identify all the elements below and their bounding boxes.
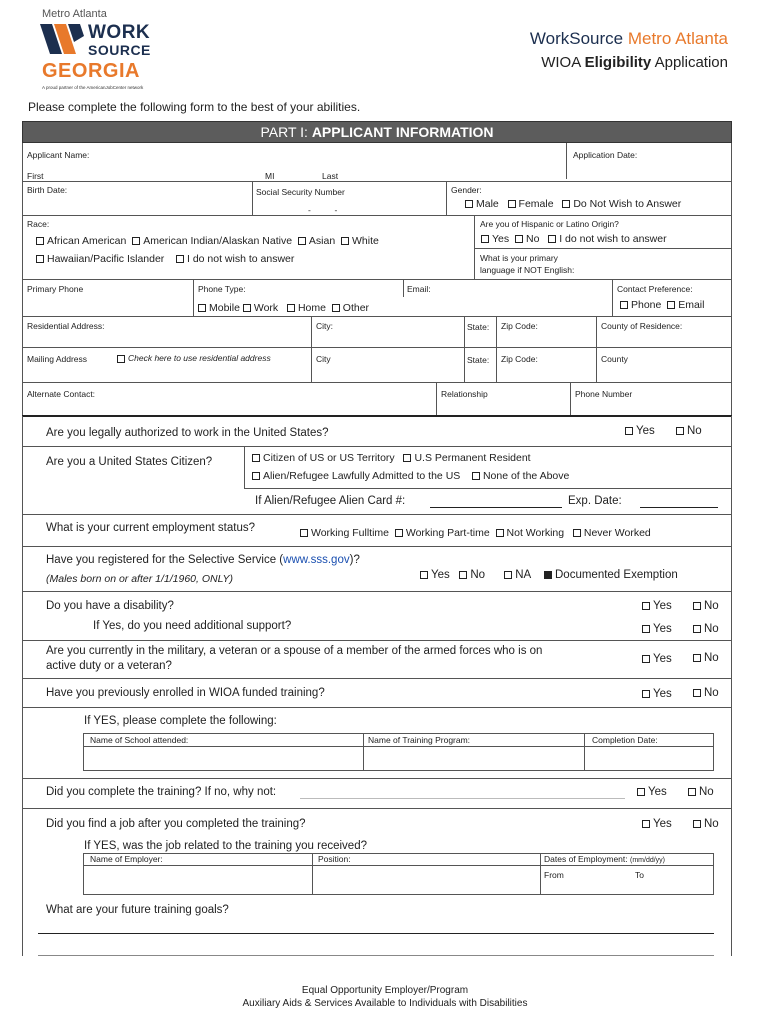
subtitle-post: Application: [651, 54, 728, 71]
work-authorization-no[interactable]: No: [676, 425, 702, 437]
sss-link[interactable]: www.sss.gov: [283, 554, 350, 566]
relationship-label: Relationship: [441, 389, 488, 399]
phone-other[interactable]: Other: [332, 302, 369, 314]
phone-number-label: Phone Number: [575, 389, 633, 399]
email-label: Email:: [407, 284, 431, 294]
position-header: Position:: [318, 854, 351, 864]
citizen-options-row1: [252, 452, 531, 464]
last-name-label: Last: [322, 171, 339, 181]
selective-service-note: (Males born on or after 1/1/1960, ONLY): [46, 573, 233, 585]
citizen-none[interactable]: None of the Above: [472, 470, 569, 482]
footer-line2: Auxiliary Aids & Services Available to Individuals with Disabilities: [242, 998, 528, 1009]
complete-training-question: Did you complete the training? If no, why not:: [46, 786, 277, 798]
logo-metro-atlanta: Metro Atlanta: [42, 8, 107, 20]
military-question-line2: active duty or a veteran?: [46, 660, 172, 672]
logo-work: WORK: [88, 22, 151, 43]
logo-georgia: GEORGIA: [42, 60, 140, 82]
contact-email[interactable]: Email: [667, 299, 704, 311]
military-question-line1: Are you currently in the military, a veteran or a spouse of a member of the armed forces who is on: [46, 645, 543, 657]
employment-never-worked[interactable]: Never Worked: [573, 527, 651, 539]
zip-label: Zip Code:: [501, 321, 538, 331]
work-authorization-question: Are you legally authorized to work in the United States?: [46, 427, 329, 439]
banner-pre: PART I:: [260, 124, 312, 140]
school-name-cell[interactable]: [84, 747, 363, 770]
selective-yes[interactable]: Yes: [420, 569, 450, 581]
document-subtitle: [541, 54, 728, 71]
selective-na[interactable]: NA: [504, 569, 531, 581]
county-residence-label: County of Residence:: [601, 321, 683, 331]
mi-label: MI: [265, 171, 275, 181]
applicant-name-label: Applicant Name:: [27, 150, 90, 160]
citizen-permanent-resident[interactable]: U.S Permanent Resident: [403, 452, 530, 464]
race-decline[interactable]: I do not wish to answer: [176, 253, 294, 265]
state-label: State:: [467, 322, 490, 332]
intro-text: Please complete the following form to the best of your abilities.: [28, 100, 361, 114]
race-african-american[interactable]: African American: [36, 235, 126, 247]
selective-no[interactable]: No: [459, 569, 485, 581]
employment-question: What is your current employment status?: [46, 522, 255, 534]
selective-documented-exemption[interactable]: Documented Exemption: [544, 569, 678, 581]
job-related-question: If YES, was the job related to the training you received?: [84, 840, 367, 852]
employer-name-cell[interactable]: [84, 866, 312, 894]
employment-not-working[interactable]: Not Working: [496, 527, 565, 539]
employment-options: [300, 527, 651, 539]
exp-date-field[interactable]: [640, 507, 718, 508]
application-date-label: Application Date:: [573, 150, 638, 160]
logo-tagline: A proud partner of the AmericanJobCenter network: [42, 85, 144, 90]
gender-decline-option[interactable]: Do Not Wish to Answer: [562, 198, 681, 210]
phone-mobile[interactable]: Mobile: [198, 302, 240, 314]
part1-banner: [22, 121, 732, 143]
hispanic-decline[interactable]: I do not wish to answer: [548, 233, 666, 245]
race-options-row1: [36, 235, 379, 247]
hispanic-question: Are you of Hispanic or Latino Origin?: [480, 219, 619, 229]
wioa-training-question: Have you previously enrolled in WIOA funded training?: [46, 687, 325, 699]
use-residential-checkbox[interactable]: Check here to use residential address: [117, 353, 271, 363]
race-asian[interactable]: Asian: [298, 235, 335, 247]
from-label: From: [544, 870, 564, 880]
first-name-label: First: [27, 171, 44, 181]
document-title: [530, 29, 728, 49]
support-no[interactable]: No: [693, 623, 719, 635]
employment-table: [83, 853, 714, 895]
future-goals-line2[interactable]: [38, 955, 714, 956]
completion-date-header: Completion Date:: [592, 735, 658, 745]
support-question: If Yes, do you need additional support?: [93, 620, 292, 632]
hispanic-yes[interactable]: Yes: [481, 233, 509, 245]
support-yes[interactable]: Yes: [642, 623, 672, 635]
if-yes-complete-label: If YES, please complete the following:: [84, 715, 277, 727]
disability-yes[interactable]: Yes: [642, 600, 672, 612]
mailing-state-label: State:: [467, 355, 490, 365]
primary-phone-label: Primary Phone: [27, 284, 84, 294]
completion-date-cell[interactable]: [585, 747, 713, 770]
alien-card-field[interactable]: [430, 507, 562, 508]
race-hawaiian[interactable]: Hawaiian/Pacific Islander: [36, 253, 164, 265]
gender-options: [465, 198, 681, 210]
citizen-alien-refugee[interactable]: Alien/Refugee Lawfully Admitted to the US: [252, 470, 460, 482]
work-authorization-yes[interactable]: Yes: [625, 425, 655, 437]
selective-pre: Have you registered for the Selective Service (: [46, 554, 284, 566]
dates-format-hint: (mm/dd/yy): [630, 857, 665, 864]
wioa-yes[interactable]: Yes: [642, 688, 672, 700]
race-white[interactable]: White: [341, 235, 379, 247]
birth-date-label: Birth Date:: [27, 185, 68, 195]
ssn-label: Social Security Number: [256, 187, 345, 197]
complete-yes[interactable]: Yes: [637, 786, 667, 798]
complete-no[interactable]: No: [688, 786, 714, 798]
dates-employment-header: [544, 854, 665, 864]
future-goals-question: What are your future training goals?: [46, 904, 229, 916]
mailing-zip-label: Zip Code:: [501, 354, 538, 364]
city-label: City:: [316, 321, 333, 331]
found-job-no[interactable]: No: [693, 818, 719, 830]
phone-work[interactable]: Work: [243, 302, 278, 314]
employment-fulltime[interactable]: Working Fulltime: [300, 527, 389, 539]
found-job-question: Did you find a job after you completed the training?: [46, 818, 306, 830]
race-american-indian[interactable]: American Indian/Alaskan Native: [132, 235, 292, 247]
banner-bold: APPLICANT INFORMATION: [311, 124, 494, 140]
subtitle-bold: Eligibility: [584, 54, 652, 71]
phone-type-options: [198, 302, 369, 314]
language-question-line2: language if NOT English:: [480, 265, 575, 275]
race-options-row2: [36, 253, 294, 265]
position-cell[interactable]: [313, 866, 540, 894]
selective-post: )?: [349, 554, 360, 566]
military-no[interactable]: No: [693, 652, 719, 664]
wioa-no[interactable]: No: [693, 687, 719, 699]
mailing-address-label: Mailing Address: [27, 354, 88, 364]
military-yes[interactable]: Yes: [642, 653, 672, 665]
future-goals-line1[interactable]: [38, 933, 714, 934]
gender-female-option[interactable]: Female: [508, 198, 554, 210]
logo-mark-icon: [40, 24, 84, 54]
mailing-city-label: City: [316, 354, 331, 364]
exp-date-label: Exp. Date:: [568, 495, 622, 507]
citizen-question: Are you a United States Citizen?: [46, 456, 213, 468]
gender-male-option[interactable]: Male: [465, 198, 499, 210]
to-label: To: [635, 870, 644, 880]
employment-parttime[interactable]: Working Part-time: [395, 527, 490, 539]
title-brand: WorkSource: [529, 29, 624, 48]
alien-card-label: If Alien/Refugee Alien Card #:: [255, 495, 406, 507]
disability-question: Do you have a disability?: [46, 600, 174, 612]
logo: [40, 8, 152, 98]
contact-phone[interactable]: Phone: [620, 299, 661, 311]
logo-source: SOURCE: [88, 42, 151, 58]
residential-address-label: Residential Address:: [27, 321, 105, 331]
gender-label: Gender:: [451, 185, 482, 195]
selective-options: [420, 569, 678, 581]
part1-bottom-rule: [22, 415, 732, 417]
phone-home[interactable]: Home: [287, 302, 326, 314]
contact-preference-options: [620, 299, 704, 311]
why-not-field[interactable]: [300, 798, 625, 799]
mailing-county-label: County: [601, 354, 628, 364]
hispanic-no[interactable]: No: [515, 233, 539, 245]
disability-no[interactable]: No: [693, 600, 719, 612]
ssn-dashes: - -: [308, 205, 338, 215]
program-name-cell[interactable]: [364, 747, 584, 770]
program-name-header: Name of Training Program:: [368, 735, 471, 745]
language-question-line1: What is your primary: [480, 253, 558, 263]
hispanic-options: [481, 233, 667, 245]
alternate-contact-label: Alternate Contact:: [27, 389, 96, 399]
subtitle-pre: WIOA: [541, 54, 585, 71]
training-table: [83, 733, 714, 771]
footer-line1: Equal Opportunity Employer/Program: [301, 985, 469, 996]
school-name-header: Name of School attended:: [90, 735, 189, 745]
employer-name-header: Name of Employer:: [90, 854, 163, 864]
found-job-yes[interactable]: Yes: [642, 818, 672, 830]
contact-preference-label: Contact Preference:: [617, 284, 693, 294]
citizen-us[interactable]: Citizen of US or US Territory: [252, 452, 395, 464]
citizen-options-row2: [252, 470, 569, 482]
phone-type-label: Phone Type:: [198, 284, 246, 294]
race-label: Race:: [27, 219, 50, 229]
footer: [0, 984, 770, 1010]
dates-employment-label: Dates of Employment:: [544, 854, 628, 864]
selective-service-question: [46, 554, 360, 566]
title-rest: Metro Atlanta: [623, 29, 728, 48]
